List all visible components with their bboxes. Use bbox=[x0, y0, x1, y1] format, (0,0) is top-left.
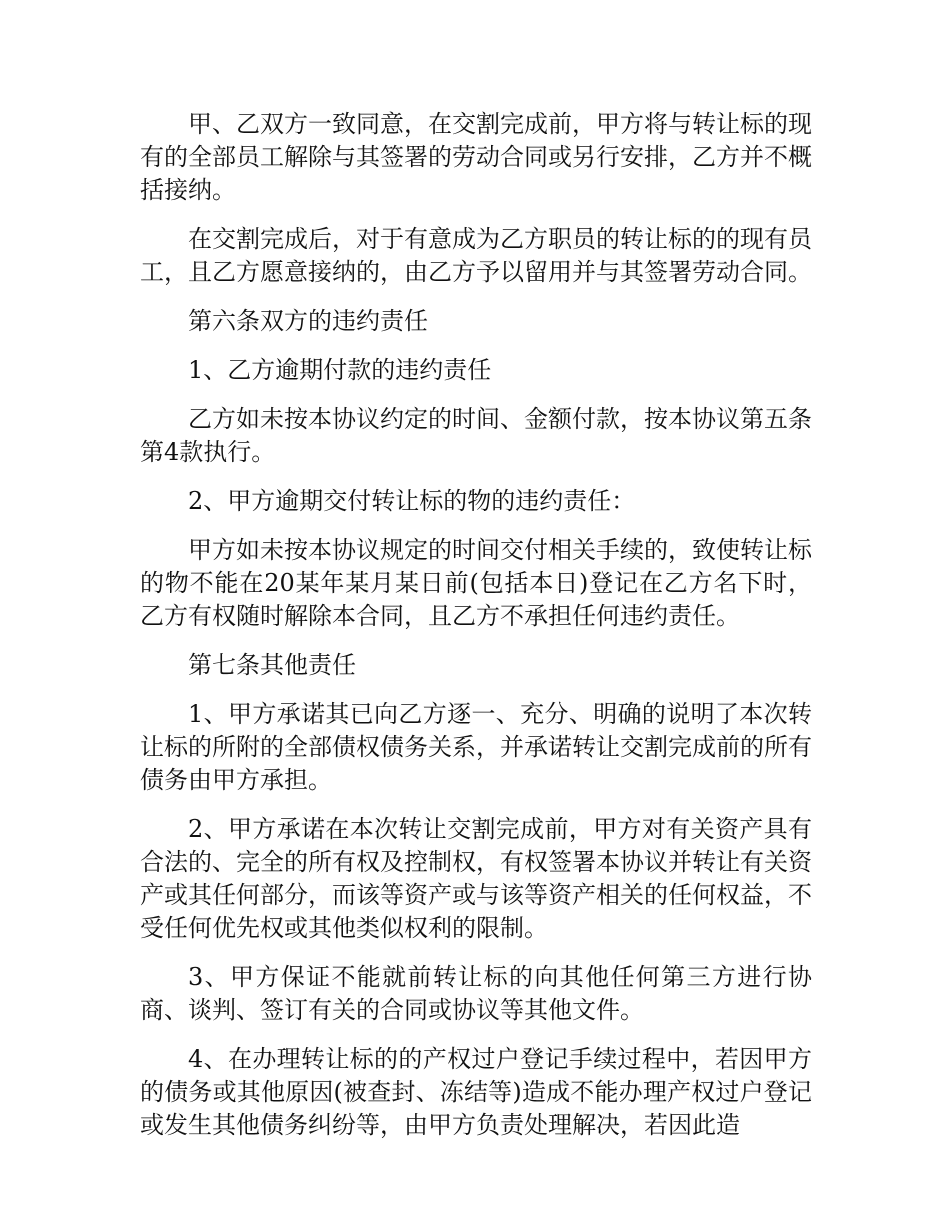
clause-7-3: 3、甲方保证不能就前转让标的向其他任何第三方进行协商、谈判、签订有关的合同或协议等其他文件。 bbox=[140, 963, 812, 1024]
clause-6-2-title: 2、甲方逾期交付转让标的物的违约责任： bbox=[188, 487, 636, 515]
clause-6-1-body: 乙方如未按本协议约定的时间、金额付款，按本协议第五条第4款执行。 bbox=[140, 405, 812, 466]
heading-article-6: 第六条双方的违约责任 bbox=[188, 307, 428, 335]
clause-7-4: 4、在办理转让标的的产权过户登记手续过程中，若因甲方的债务或其他原因(被查封、冻结等)造成不能办理产权过户登记或发生其他债务纠纷等，由甲方负责处理解决，若因此造 bbox=[140, 1045, 812, 1139]
document-body bbox=[140, 108, 812, 1158]
clause-6-1-title: 1、乙方逾期付款的违约责任 bbox=[188, 356, 492, 384]
clause-6-2-body: 甲方如未按本协议规定的时间交付相关手续的，致使转让标的物不能在20某年某月某日前(包括本日)登记在乙方名下时，乙方有权随时解除本合同，且乙方不承担任何违约责任。 bbox=[140, 536, 812, 630]
clause-7-1: 1、甲方承诺其已向乙方逐一、充分、明确的说明了本次转让标的所附的全部债权债务关系，并承诺转让交割完成前的所有债务由甲方承担。 bbox=[140, 700, 812, 794]
paragraph-staff-retention: 在交割完成后，对于有意成为乙方职员的转让标的的现有员工，且乙方愿意接纳的，由乙方予以留用并与其签署劳动合同。 bbox=[140, 225, 812, 286]
paragraph-staff-termination: 甲、乙双方一致同意，在交割完成前，甲方将与转让标的现有的全部员工解除与其签署的劳动合同或另行安排，乙方并不概括接纳。 bbox=[140, 110, 812, 204]
clause-7-2: 2、甲方承诺在本次转让交割完成前，甲方对有关资产具有合法的、完全的所有权及控制权，有权签署本协议并转让有关资产或其任何部分，而该等资产或与该等资产相关的任何权益，不受任何优先权或其他类似权利的限制。 bbox=[140, 815, 812, 942]
heading-article-7: 第七条其他责任 bbox=[188, 651, 356, 679]
